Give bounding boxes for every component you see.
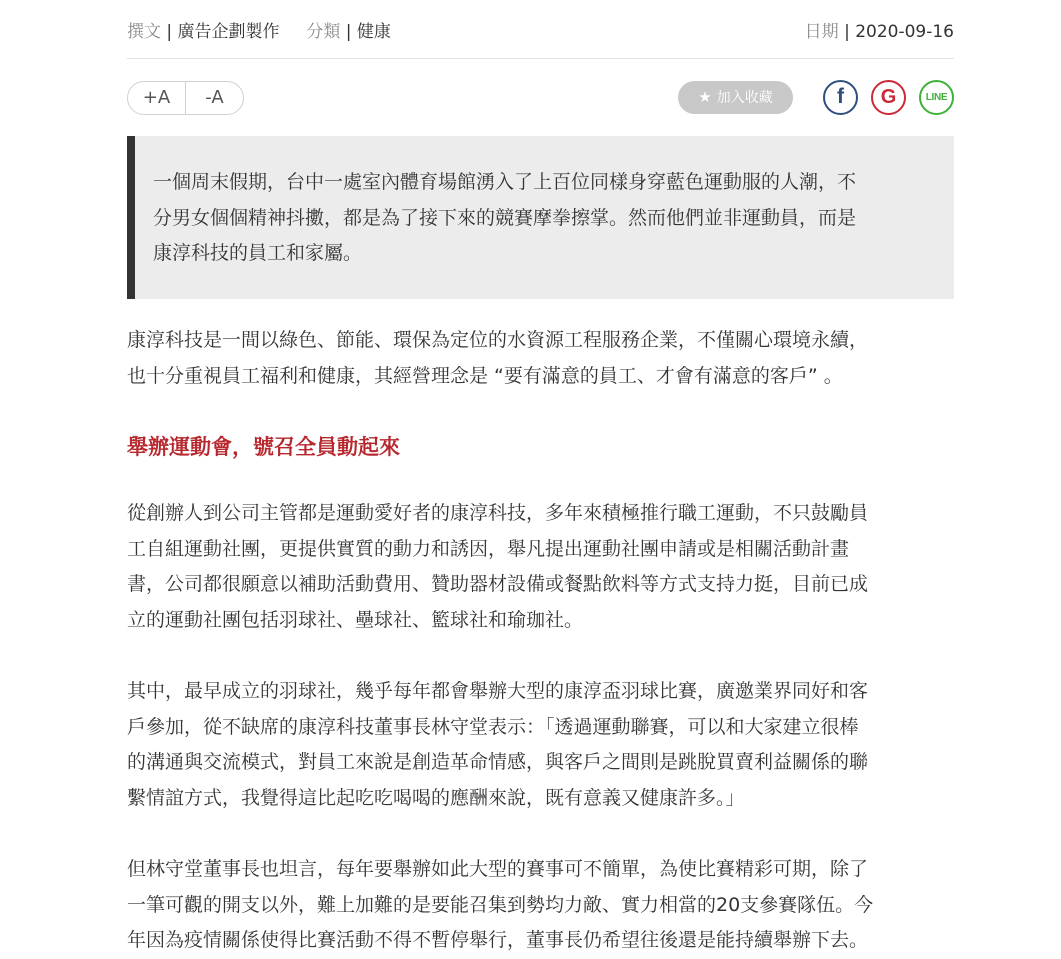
quote-line: 分男女個個精神抖擻，都是為了接下來的競賽摩拳擦掌。然而他們並非運動員，而是: [153, 206, 857, 229]
article-meta: [127, 0, 954, 59]
meta-separator: |: [844, 21, 850, 42]
meta-left: [127, 17, 391, 42]
body-paragraph: [127, 674, 954, 816]
quote-line: 康淳科技的員工和家屬。: [153, 242, 363, 264]
article-container: [127, 0, 954, 959]
google-share-button[interactable]: [871, 80, 906, 115]
facebook-icon: f: [837, 85, 844, 108]
text-line: 立的運動社團包括羽球社、壘球社、籃球社和瑜珈社。: [127, 608, 584, 631]
article-toolbar: [127, 59, 954, 135]
author-link[interactable]: 廣告企劃製作: [177, 21, 280, 42]
text-line: 也十分重視員工福利和健康，其經營理念是 “要有滿意的員工、才會有滿意的客戶” 。: [127, 364, 843, 387]
quote-line: 一個周末假期，台中一處室內體育場館湧入了上百位同樣身穿藍色運動服的人潮，不: [153, 171, 857, 193]
meta-separator: |: [345, 21, 352, 42]
text-line: 一筆可觀的開支以外，難上加難的是要能召集到勢均力敵、實力相當的20支參賽隊伍。今: [127, 893, 874, 916]
section-heading: 舉辦運動會，號召全員動起來: [127, 435, 400, 459]
category-label: 分類: [306, 21, 341, 42]
star-icon: ★: [698, 88, 712, 106]
font-size-control: [127, 81, 244, 115]
line-icon: LINE: [925, 91, 948, 103]
text-line: 工自組運動社團，更提供實質的動力和誘因，舉凡提出運動社團申請或是相關活動計畫: [127, 537, 850, 560]
body-paragraph: [127, 852, 954, 959]
meta-separator: |: [166, 21, 173, 42]
facebook-share-button[interactable]: [823, 80, 858, 115]
line-share-button[interactable]: [919, 80, 954, 115]
date-label: 日期: [804, 21, 839, 42]
text-line: 康淳科技是一間以綠色、節能、環保為定位的水資源工程服務企業，不僅關心環境永續，: [127, 329, 869, 351]
author-label: 撰文: [127, 21, 161, 42]
text-line: 的溝通與交流模式，對員工來說是創造革命情感，與客戶之間則是跳脫買賣利益關係的聯: [127, 751, 869, 773]
publish-date: 2020-09-16: [855, 21, 954, 42]
text-line: 其中，最早成立的羽球社，幾乎每年都會舉辦大型的康淳盃羽球比賽，廣邀業界同好和客: [127, 680, 869, 702]
text-line: 從創辦人到公司主管都是運動愛好者的康淳科技，多年來積極推行職工運動，不只鼓勵員: [127, 502, 869, 524]
text-line: 戶參加，從不缺席的康淳科技董事長林守堂表示：「透過運動聯賽，可以和大家建立很棒: [127, 715, 859, 738]
article-lead-quote: [127, 136, 954, 299]
text-line: 書，公司都很願意以補助活動費用、贊助器材設備或餐點飲料等方式支持力挺，目前已成: [127, 573, 869, 595]
category-link[interactable]: 健康: [356, 21, 391, 42]
favorite-label: 加入收藏: [716, 90, 773, 106]
text-line: 繫情誼方式，我覺得這比起吃吃喝喝的應酬來說，既有意義又健康許多。」: [127, 786, 745, 809]
font-increase-button[interactable]: +A: [142, 87, 171, 108]
body-paragraph: [127, 496, 954, 638]
add-favorite-button[interactable]: [678, 81, 793, 114]
meta-right: [805, 17, 954, 42]
intro-paragraph: [127, 323, 954, 394]
google-icon: G: [880, 85, 897, 108]
share-tools: [678, 80, 954, 115]
font-decrease-button[interactable]: -A: [185, 82, 243, 114]
text-line: 但林守堂董事長也坦言，每年要舉辦如此大型的賽事可不簡單，為使比賽精彩可期，除了: [127, 858, 869, 880]
text-line: 年因為疫情關係使得比賽活動不得不暫停舉行，董事長仍希望往後還是能持續舉辦下去。: [127, 929, 869, 951]
